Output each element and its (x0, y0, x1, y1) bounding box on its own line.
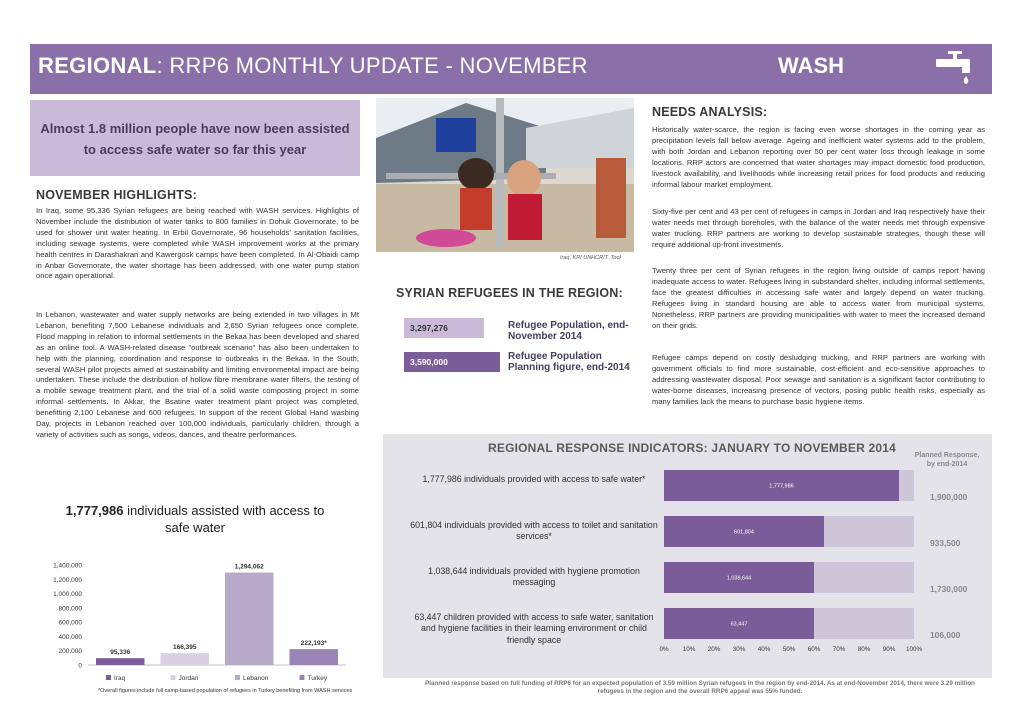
x-tick-label: 90% (882, 646, 896, 653)
needs-paragraph-2: Sixty-five per cent and 43 per cent of refugees in camps in Jordan and Iraq respectively have their water needs met through boreholes, with the balance of the water needs met through expensive water trucking. RRP partners are working to develop sustainable strategies, though these will require additional up-front investments. (652, 207, 985, 249)
x-tick-label: 40% (757, 646, 771, 653)
x-tick-label: 70% (832, 646, 846, 653)
indicators-title: REGIONAL RESPONSE INDICATORS: JANUARY TO NOVEMBER 2014 (488, 441, 896, 455)
y-tick-label: 200,000 (58, 648, 82, 656)
indicator-label: 1,777,986 individuals provided with access to safe water* (422, 473, 646, 484)
legend-swatch (235, 675, 240, 680)
y-tick-label: 800,000 (58, 605, 82, 613)
legend-label: Turkey (307, 675, 328, 682)
y-tick-label: 1,000,000 (53, 591, 82, 599)
y-tick-label: 600,000 (58, 619, 82, 627)
bar-lebanon (225, 573, 274, 665)
water-chart-title: 1,777,986 individuals assisted with access to safe water (65, 503, 325, 535)
y-tick-label: 0 (78, 662, 82, 670)
needs-paragraph-4: Refugee camps depend on costly desludging trucking, and RRP partners are working with government officials to find more sustainable, cost-efficient and eco-sensitive approaches to addressing wastewater disposal. Poor sewage and sanitation is a significant factor contributing to water-borne diseases, increasing presence of vectors, posing public health risks, especially as many families lack the means to purchase basic hygiene items. (652, 353, 985, 406)
legend-label: Iraq (114, 675, 126, 682)
legend-swatch (300, 675, 305, 680)
needs-paragraph-3: Twenty three per cent of Syrian refugees in the region living outside of camps report having inadequate access to water. Refugees living in substandard shelter, including informal settlements, face the greatest difficulties in accessing safe water and largely depend on water trucking. Refugees living in standard housing are able to access water from municipal systems. Nonetheless, RRP partners are providing municipalities with water to meet the increased demand on their grids. (652, 266, 985, 330)
children-at-water-tap-photo (376, 98, 634, 252)
indicator-value-label: 63,447 (730, 621, 748, 628)
bar-value-label: 166,395 (173, 644, 197, 652)
x-tick-label: 20% (707, 646, 721, 653)
planned-value: 933,500 (930, 537, 961, 548)
bar-value-label: 1,294,062 (234, 563, 264, 571)
x-tick-label: 60% (807, 646, 821, 653)
planned-value: 1,900,000 (930, 491, 968, 502)
x-tick-label: 50% (782, 646, 796, 653)
bar-iraq (96, 658, 145, 665)
bar-value-label: 95,336 (110, 649, 131, 657)
indicator-label: 1,038,644 individuals provided with hygiene promotion messaging (428, 565, 640, 587)
highlights-paragraph-iraq: In Iraq, some 95,336 Syrian refugees are being reached with WASH services. Highlights of November include the distribution of water tanks to 800 families in Dohuk Governorate, to be used for shower unit water heating. In Erbil Governorate, 96 households' sanitation facilities, including sewage systems, were completed while WASH improvement works at the primary health centres in Darashakran and Kawergosk camps have been completed. In Al-Obaidi camp in Anbar Governorate, the water shortage has been addressed, with one water pump station once again operational. (36, 206, 359, 281)
planned-value: 1,730,000 (930, 583, 968, 594)
x-tick-label: 30% (732, 646, 746, 653)
refugee-planning-value: 3,590,000 (404, 352, 500, 372)
y-tick-label: 400,000 (58, 633, 82, 641)
refugee-planning-label: Refugee Population Planning figure, end-2014 (508, 351, 630, 373)
refugees-heading: SYRIAN REFUGEES IN THE REGION: (396, 286, 623, 300)
indicators-chart (650, 460, 930, 680)
y-tick-label: 1,200,000 (53, 576, 82, 584)
legend-label: Jordan (178, 675, 199, 682)
photo-caption: Iraq, KRI UNHCR/T. Tool (560, 255, 621, 261)
legend-swatch (171, 675, 176, 680)
highlights-paragraph-lebanon: In Lebanon, wastewater and water supply networks are being extended in two villages in Mt Lebanon, benefiting 7,500 Lebanese individuals and 2,650 Syrian refugees once complete. Flood mapping in relation to informal settlements in the Bekaa has been developed and shared as an online tool. A WASH-related disease "outbreak scenario" has also been undertaken to help with the planning, coordination and response to outbreaks in the Bekaa. In the South, several WASH pilot projects aimed at sustainability and limiting environmental impact are being undertaken. These include the distribution of hollow fibre membrane water filters, the testing of a mobile sewage treatment plant, and the trial of a solid waste composting project in some informal settlements. In Akkar, the Bsatine water treatment plant project was completed, benefitting 2,100 Lebanese and 600 refugees. In support of the recent Global Hand washing Day, projects in Lebanon reached over 100,000 individuals, particularly children, through a variety of activities such as songs, videos, dances, and theatre performances. (36, 310, 359, 439)
x-tick-label: 0% (659, 646, 669, 653)
indicator-value-label: 601,804 (734, 529, 754, 536)
page-title: REGIONAL: RRP6 MONTHLY UPDATE - NOVEMBER (38, 53, 588, 78)
indicator-label: 63,447 children provided with access to safe water, sanitation and hygiene facilities in their learning environment or child friendly space (414, 611, 654, 645)
key-message-callout (30, 100, 360, 176)
planned-value: 106,000 (930, 629, 961, 640)
refugee-population-label: Refugee Population, end-November 2014 (508, 320, 629, 342)
x-tick-label: 80% (857, 646, 871, 653)
legend-label: Lebanon (243, 675, 269, 682)
bar-jordan (161, 653, 210, 665)
x-tick-label: 10% (682, 646, 696, 653)
water-tap-icon (932, 48, 976, 90)
sector-label: WASH (778, 53, 844, 78)
water-by-country-chart (36, 540, 356, 690)
x-tick-label: 100% (905, 646, 923, 653)
indicators-footnote: Planned response based on full funding of RRP6 for an expected population of 3.59 million Syrian refugees in the region by end-2014. As at end-November 2014, there were 3.29 million refugees in the region and the overall RRP6 appeal was 55% funded. (425, 680, 975, 695)
indicator-label: 601,804 individuals provided with access to toilet and sanitation services* (410, 519, 658, 541)
legend-swatch (106, 675, 111, 680)
needs-paragraph-1: Historically water-scarce, the region is facing even worse shortages in the coming year as precipitation levels fall below average. Ageing and inefficient water systems add to the problem, with both Jordan and Lebanon reporting over 50 per cent water loss through leakage in some locations. RRP actors are concerned that water shortages may impact domestic food production, livestock availability, and livelihoods while increasing retail prices for food products and reducing informal labour market employment. (652, 125, 985, 189)
planned-response-header: Planned Response, by end-2014 (914, 452, 980, 468)
indicator-value-label: 1,038,644 (726, 575, 752, 582)
key-message: Almost 1.8 million people have now been assisted to access safe water so far this year (40, 121, 350, 157)
header-banner (30, 44, 992, 94)
bar-turkey (290, 649, 339, 665)
indicator-value-label: 1,777,986 (769, 483, 794, 490)
y-tick-label: 1,400,000 (53, 562, 82, 570)
needs-heading: NEEDS ANALYSIS: (652, 105, 768, 119)
bar-value-label: 222,193* (300, 640, 327, 648)
water-chart-footnote: *Overall figures include full camp-based population of refugees in Turkey benefiting from WASH services (98, 688, 353, 694)
highlights-heading: NOVEMBER HIGHLIGHTS: (36, 188, 197, 202)
refugee-population-value: 3,297,276 (404, 318, 484, 338)
